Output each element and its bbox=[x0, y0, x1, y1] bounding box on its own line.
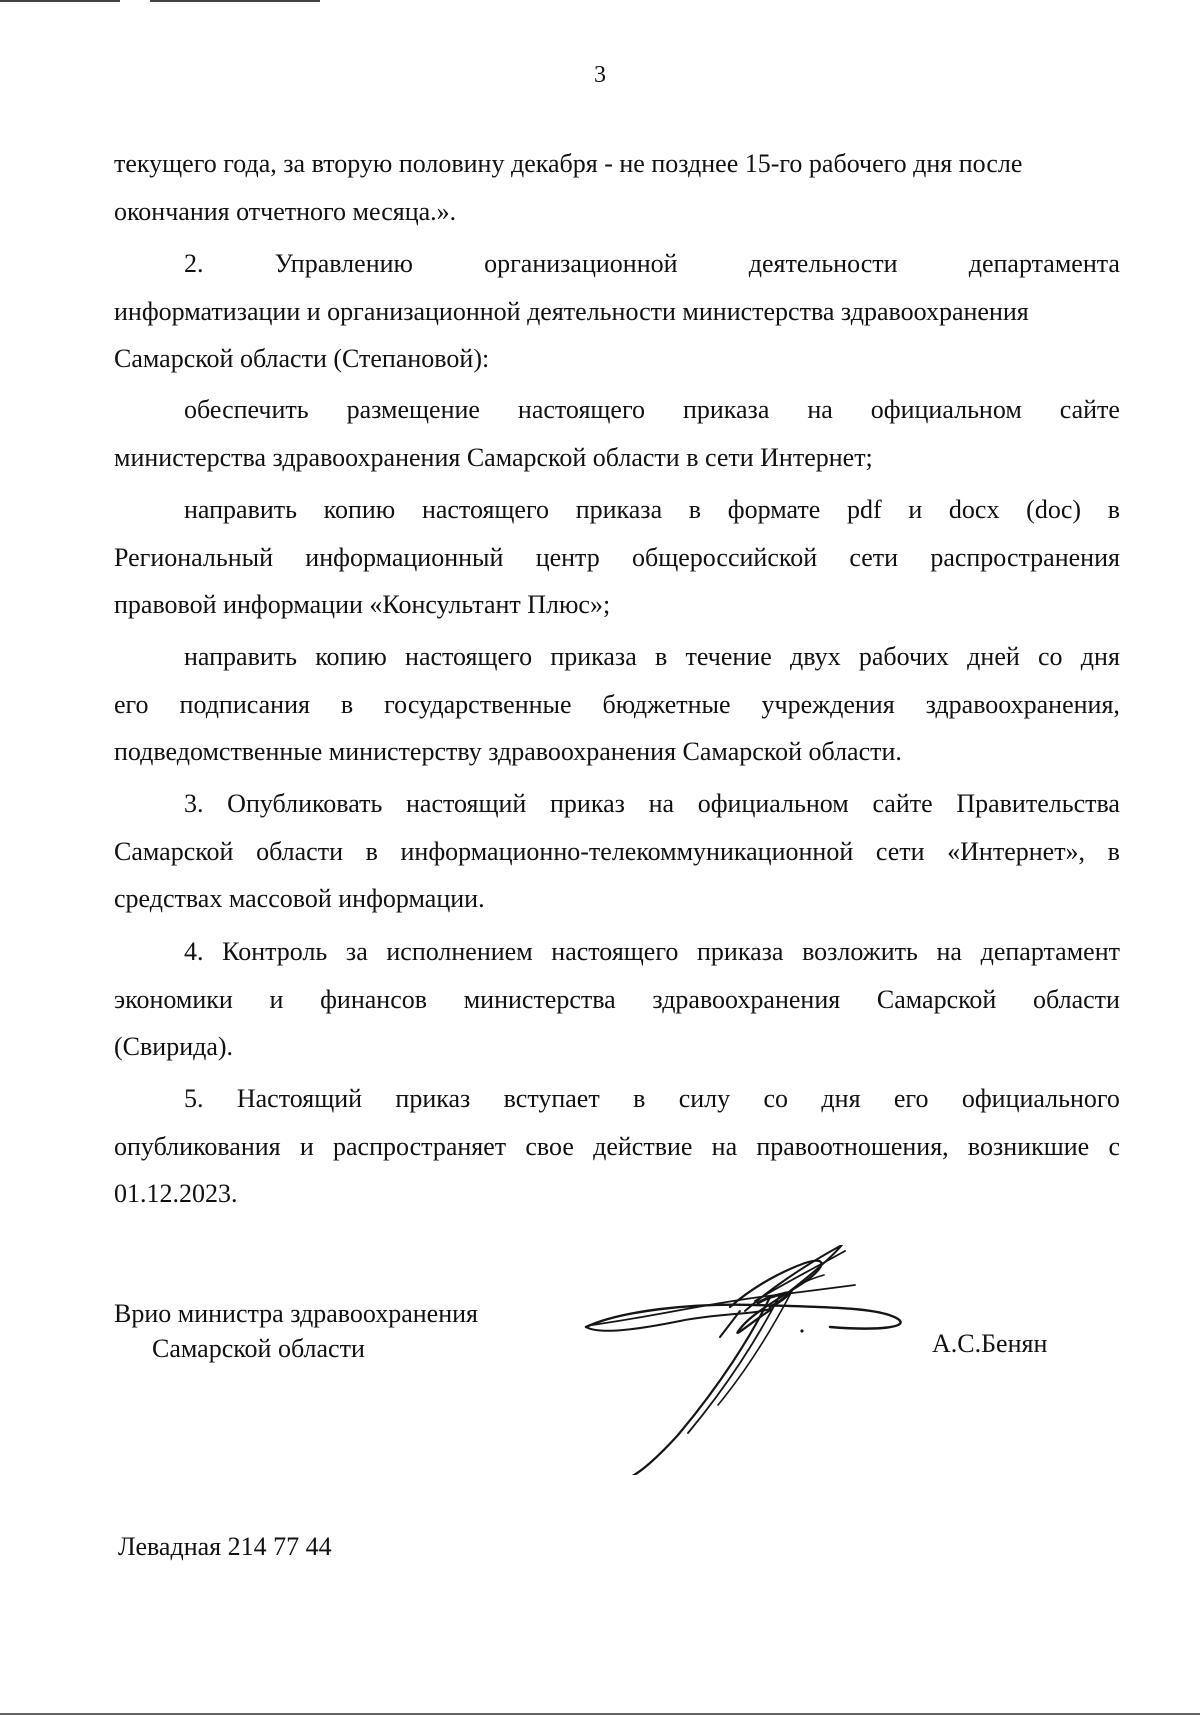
word: 2. bbox=[184, 249, 204, 278]
word: настоящего bbox=[421, 495, 549, 524]
word: настоящего bbox=[551, 937, 679, 966]
word: здравоохранения, bbox=[925, 689, 1120, 719]
text-line-justified bbox=[114, 240, 1120, 288]
word: области bbox=[1033, 984, 1120, 1014]
text-line-justified bbox=[114, 681, 1120, 729]
word: со bbox=[1038, 642, 1063, 671]
word: Самарской bbox=[114, 836, 234, 866]
scan-edge-top bbox=[0, 0, 1200, 3]
signatory-position bbox=[114, 1296, 478, 1366]
word: приказ bbox=[395, 1084, 471, 1113]
word: деятельности bbox=[748, 249, 898, 278]
text-line-justified bbox=[114, 633, 1120, 681]
word: распространения bbox=[930, 542, 1120, 572]
executor-contact: Левадная 214 77 44 bbox=[118, 1532, 332, 1561]
word: направить bbox=[184, 642, 297, 671]
position-line: Врио министра здравоохранения bbox=[114, 1299, 479, 1328]
text-line: 01.12.2023. bbox=[114, 1179, 238, 1208]
word: Настоящий bbox=[236, 1084, 363, 1113]
word: в bbox=[688, 495, 702, 524]
word: 4. bbox=[184, 937, 204, 966]
text-line: правовой информации «Консультант Плюс»; bbox=[114, 590, 611, 619]
word: учреждения bbox=[761, 689, 895, 719]
word: Контроль bbox=[222, 937, 328, 966]
word: и bbox=[269, 984, 284, 1014]
word: бюджетные bbox=[602, 689, 731, 719]
word: информационный bbox=[305, 542, 504, 572]
word: копию bbox=[323, 495, 396, 524]
word: возникшие bbox=[967, 1131, 1090, 1161]
text-line: средствах массовой информации. bbox=[114, 884, 485, 913]
word: приказ bbox=[550, 789, 625, 818]
word: экономики bbox=[114, 984, 233, 1014]
word: информационно-телекоммуникационной bbox=[400, 836, 854, 866]
paragraph-item-2 bbox=[114, 240, 1120, 383]
word: в bbox=[340, 689, 354, 719]
word: организационной bbox=[484, 249, 678, 278]
word: действие bbox=[593, 1131, 693, 1161]
word: сайте bbox=[872, 789, 933, 818]
word: (doc) bbox=[1026, 495, 1082, 524]
text-line: Самарской области (Степановой): bbox=[114, 344, 490, 373]
word: дня bbox=[821, 1084, 861, 1113]
word: Управлению bbox=[274, 249, 413, 278]
word: дней bbox=[967, 642, 1020, 671]
word: вступает bbox=[503, 1084, 600, 1113]
signatory-name: А.С.Бенян bbox=[932, 1329, 1048, 1358]
word: опубликования bbox=[114, 1131, 281, 1161]
word: в bbox=[1107, 495, 1120, 524]
word: подписания bbox=[179, 689, 310, 719]
word: исполнением bbox=[386, 937, 533, 966]
word: департамента bbox=[968, 249, 1120, 278]
word: течение bbox=[685, 642, 772, 671]
word: финансов bbox=[320, 984, 428, 1014]
word: в bbox=[633, 1084, 646, 1113]
word: сайте bbox=[1059, 395, 1120, 424]
word: с bbox=[1108, 1131, 1120, 1161]
text-line-justified bbox=[114, 928, 1120, 976]
word: на bbox=[711, 1131, 738, 1161]
text-line: информатизации и организационной деятельности министерства здравоохранения bbox=[114, 296, 1029, 326]
word: в bbox=[365, 836, 378, 866]
word: официальном bbox=[697, 789, 849, 818]
word: настоящий bbox=[406, 789, 527, 818]
word: со bbox=[763, 1084, 789, 1113]
word: министерства bbox=[463, 984, 616, 1014]
word: обеспечить bbox=[184, 395, 309, 424]
word: общероссийской bbox=[632, 542, 818, 572]
word: на bbox=[807, 395, 833, 424]
word: docx bbox=[948, 495, 1000, 524]
word: государственные bbox=[384, 689, 572, 719]
word: распространяет bbox=[332, 1131, 507, 1161]
word: на bbox=[936, 937, 962, 966]
paragraph-item-3 bbox=[114, 780, 1120, 923]
paragraph-item-4 bbox=[114, 928, 1120, 1071]
word: официального bbox=[961, 1084, 1120, 1113]
text-line-justified bbox=[114, 780, 1120, 828]
word: формате bbox=[727, 495, 821, 524]
paragraph-send-institutions bbox=[114, 633, 1120, 776]
word: «Интернет», bbox=[947, 836, 1086, 866]
word: в bbox=[654, 642, 668, 671]
word: центр bbox=[535, 542, 600, 572]
word: дня bbox=[1080, 642, 1120, 671]
word: силу bbox=[678, 1084, 731, 1113]
paragraph-publish-site bbox=[114, 386, 1120, 481]
word: приказа bbox=[682, 395, 770, 424]
word: на bbox=[648, 789, 675, 818]
text-line-justified bbox=[114, 386, 1120, 434]
text-line-justified bbox=[114, 976, 1120, 1024]
paragraph-item-5 bbox=[114, 1075, 1120, 1218]
word: двух bbox=[789, 642, 841, 671]
word: приказа bbox=[550, 642, 637, 671]
word: сети bbox=[875, 836, 925, 866]
word: размещение bbox=[346, 395, 480, 424]
word: рабочих bbox=[858, 642, 949, 671]
word: области bbox=[256, 836, 343, 866]
text-line: министерства здравоохранения Самарской области в сети Интернет; bbox=[114, 442, 873, 472]
position-line: Самарской области bbox=[152, 1334, 365, 1363]
word: Правительства bbox=[956, 789, 1120, 818]
text-line: подведомственные министерству здравоохранения Самарской области. bbox=[114, 737, 902, 766]
word: возложить bbox=[802, 937, 918, 966]
word: настоящего bbox=[405, 642, 533, 671]
word: Опубликовать bbox=[227, 789, 383, 818]
word: департамент bbox=[980, 937, 1120, 966]
text-line: (Свирида). bbox=[114, 1032, 234, 1061]
word: Региональный bbox=[114, 542, 274, 572]
word: и bbox=[908, 495, 923, 524]
word: в bbox=[1107, 836, 1120, 866]
word: здравоохранения bbox=[652, 984, 841, 1014]
text-line-justified bbox=[114, 828, 1120, 876]
paragraph-continuation bbox=[114, 140, 1120, 235]
word: правоотношения, bbox=[756, 1131, 949, 1161]
paragraph-send-consultant bbox=[114, 486, 1120, 629]
word: Самарской bbox=[876, 984, 997, 1014]
word: за bbox=[345, 937, 368, 966]
text-line-justified bbox=[114, 486, 1120, 534]
page-number: 3 bbox=[594, 62, 606, 88]
text-line-justified bbox=[114, 534, 1120, 582]
word: 5. bbox=[184, 1084, 204, 1113]
text-line: окончания отчетного месяца.». bbox=[114, 196, 457, 226]
word: копию bbox=[315, 642, 387, 671]
word: его bbox=[114, 689, 149, 719]
word: настоящего bbox=[517, 395, 645, 424]
word: 3. bbox=[184, 789, 204, 818]
word: свое bbox=[525, 1131, 574, 1161]
word: его bbox=[893, 1084, 929, 1113]
word: сети bbox=[849, 542, 899, 572]
word: направить bbox=[184, 495, 297, 524]
text-line-justified bbox=[114, 1075, 1120, 1123]
word: pdf bbox=[846, 495, 882, 524]
word: приказа bbox=[697, 937, 784, 966]
text-line: текущего года, за вторую половину декабря - не позднее 15-го рабочего дня после bbox=[114, 149, 1023, 178]
text-line-justified bbox=[114, 1123, 1120, 1171]
word: и bbox=[299, 1131, 314, 1161]
handwritten-signature-icon bbox=[580, 1245, 920, 1475]
word: приказа bbox=[575, 495, 663, 524]
word: официальном bbox=[870, 395, 1022, 424]
